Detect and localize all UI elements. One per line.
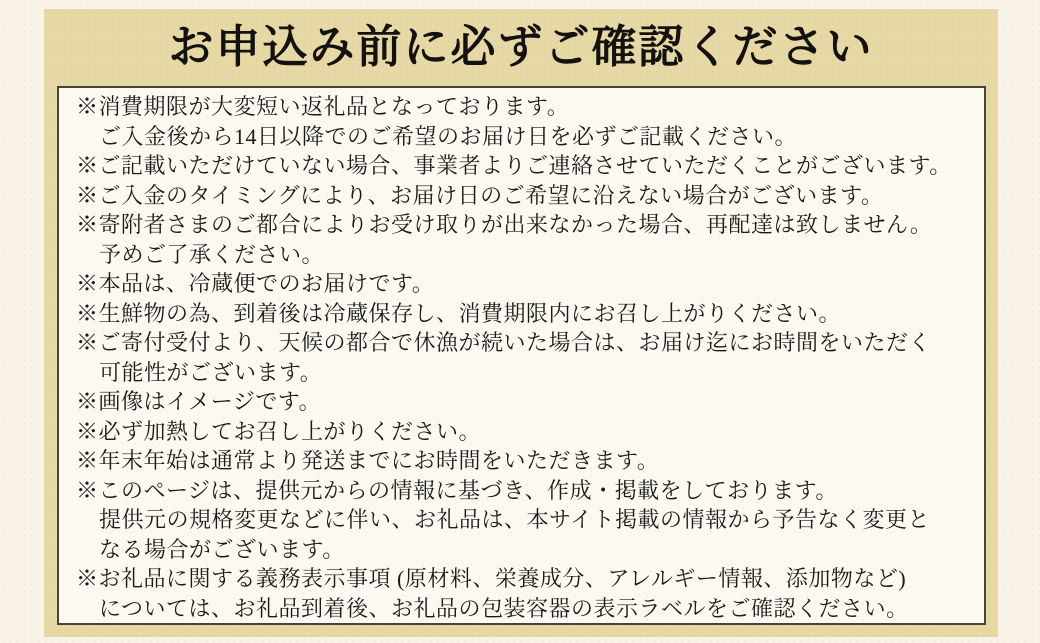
page-title: お申込み前に必ずご確認ください — [168, 22, 874, 72]
notice-line: ご入金後から14日以降でのご希望のお届け日を必ずご記載ください。 — [99, 123, 798, 149]
notice-line: なる場合がございます。 — [99, 536, 345, 562]
notice-box — [57, 86, 986, 625]
notice-line: ※ご寄付受付より、天候の都合で休漁が続いた場合は、お届け迄にお時間をいただく — [76, 330, 932, 355]
notice-line: ※お礼品に関する義務表示事項 (原材料、栄養成分、アレルギー情報、添加物など) — [76, 566, 907, 591]
notice-line: ※消費期限が大変短い返礼品となっております。 — [76, 94, 570, 119]
notice-line: ※生鮮物の為、到着後は冷蔵保存し、消費期限内にお召し上がりください。 — [76, 300, 842, 326]
notice-line: 提供元の規格変更などに伴い、お礼品は、本サイト掲載の情報から予告なく変更と — [99, 507, 930, 532]
notice-line: ※年末年始は通常より発送までにお時間をいただきます。 — [76, 448, 660, 473]
notice-line: ※このページは、提供元からの情報に基づき、作成・掲載をしております。 — [76, 477, 838, 503]
notice-line: ※画像はイメージです。 — [76, 389, 322, 414]
notice-panel — [44, 9, 998, 637]
notice-lines — [76, 92, 974, 623]
notice-line: ※ご入金のタイミングにより、お届け日のご希望に沿えない場合がございます。 — [76, 182, 884, 208]
notice-line: 予めご了承ください。 — [99, 241, 325, 267]
notice-line: ※必ず加熱してお召し上がりください。 — [76, 418, 482, 444]
notice-line: ※寄附者さまのご都合によりお受け取りが出来なかった場合、再配達は致しません。 — [76, 212, 933, 237]
notice-line: ※ご記載いただけていない場合、事業者よりご連絡させていただくことがございます。 — [76, 153, 952, 178]
page-title-band — [44, 9, 998, 86]
notice-line: 可能性がございます。 — [99, 359, 323, 385]
notice-line: については、お礼品到着後、お礼品の包装容器の表示ラベルをご確認ください。 — [99, 595, 909, 621]
notice-line: ※本品は、冷蔵便でのお届けです。 — [76, 271, 435, 296]
